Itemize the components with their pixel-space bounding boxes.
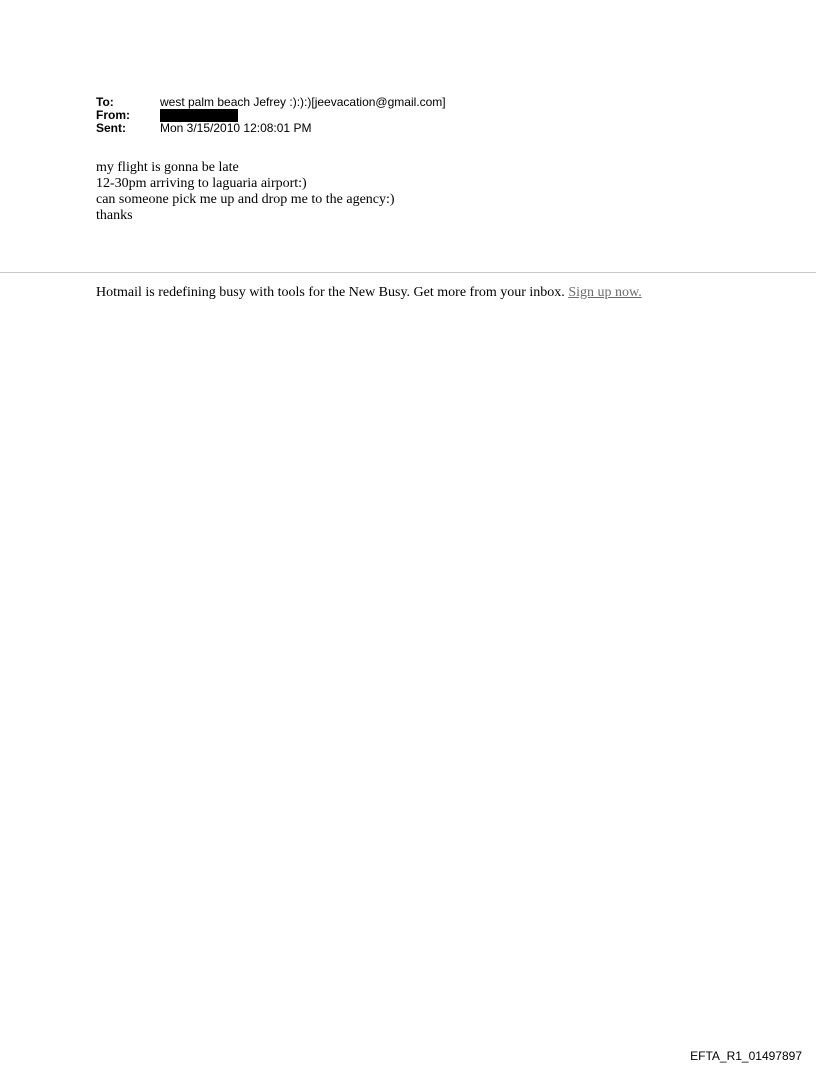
to-value: west palm beach Jefrey :):):)[jeevacation@gmail.com] [160,95,446,109]
document-id: EFTA_R1_01497897 [690,1049,802,1063]
from-label: From: [96,108,130,122]
to-label: To: [96,95,114,109]
sent-row [96,122,446,135]
footer-note [96,285,642,301]
footer-text: Hotmail is redefining busy with tools for the New Busy. Get more from your inbox. [96,285,565,300]
body-line: 12-30pm arriving to laguaria airport:) [96,176,307,191]
to-row [96,96,446,109]
sign-up-link[interactable]: Sign up now. [568,285,642,300]
body-line: can someone pick me up and drop me to the agency:) [96,192,395,207]
sent-value: Mon 3/15/2010 12:08:01 PM [160,121,312,135]
email-header [96,96,446,135]
sent-label: Sent: [96,121,126,135]
body-line: my flight is gonna be late [96,160,239,175]
divider [0,272,816,273]
email-body [96,160,395,224]
body-line: thanks [96,208,133,223]
